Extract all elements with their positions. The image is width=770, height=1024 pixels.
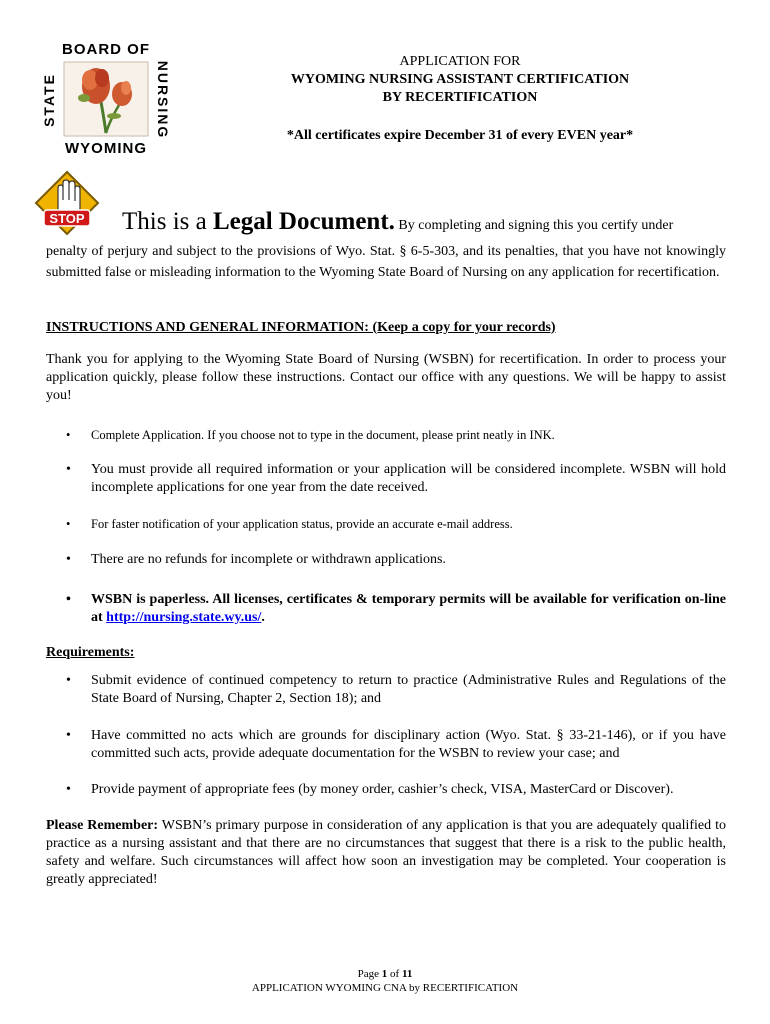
list-item: • You must provide all required information or your application will be considered incomplete. WSBN will hold incomplete applications for one year from the date received. xyxy=(66,462,726,495)
paperless-text: WSBN is paperless. All licenses, certificates & temporary permits will be available for verification on-line at xyxy=(91,592,726,625)
requirements-heading: Requirements: xyxy=(46,645,135,660)
page-number: Page 1 of 11 xyxy=(357,968,413,980)
bullet-icon: • xyxy=(66,517,71,531)
stop-sign-icon xyxy=(34,170,100,236)
list-item: • There are no refunds for incomplete or withdrawn applications. xyxy=(66,552,446,567)
bullet-icon: • xyxy=(66,592,71,607)
board-of-nursing-logo xyxy=(38,38,174,158)
footer-title: APPLICATION WYOMING CNA by RECERTIFICATION xyxy=(251,982,519,994)
instructions-heading: INSTRUCTIONS AND GENERAL INFORMATION: (Keep a copy for your records) xyxy=(46,320,556,335)
bullet-icon: • xyxy=(66,728,71,743)
document-header xyxy=(230,53,690,145)
list-item: • Complete Application. If you choose not to type in the document, please print neatly in INK. xyxy=(66,428,555,442)
logo-bottom-text: WYOMING xyxy=(65,140,147,157)
logo-top-text: BOARD OF xyxy=(62,41,150,58)
list-item: • For faster notification of your application status, provide an accurate e-mail address. xyxy=(66,517,513,531)
instructions-intro: Thank you for applying to the Wyoming State Board of Nursing (WSBN) for recertification. In order to process your application quickly, please follow these instructions. Contact our office with any questions. We will be happy to assist you! xyxy=(46,352,726,403)
nursing-website-link[interactable]: http://nursing.state.wy.us/ xyxy=(106,610,262,625)
expiration-note: *All certificates expire December 31 of every EVEN year* xyxy=(286,128,634,143)
bullet-icon: • xyxy=(66,782,71,797)
page-footer xyxy=(0,967,770,995)
list-item: • Provide payment of appropriate fees (by money order, cashier’s check, VISA, MasterCard or Discover). xyxy=(66,782,674,797)
list-item: • Have committed no acts which are grounds for disciplinary action (Wyo. Stat. § 33-21-146), or if you have committed such acts, provide adequate documentation for the WSBN to review your case; and xyxy=(66,728,726,761)
header-line-3: BY RECERTIFICATION xyxy=(382,90,538,105)
legal-statement-body: penalty of perjury and subject to the provisions of Wyo. Stat. § 6-5-303, and its penalties, that you have not knowingly submitted false or misleading information to the Wyoming State Board of Nursing on any application for recertification. xyxy=(46,244,726,280)
bullet-icon: • xyxy=(66,552,71,567)
stop-label: STOP xyxy=(49,211,85,226)
bullet-icon: • xyxy=(66,673,71,688)
legal-document-title: Legal Document. xyxy=(212,208,395,235)
header-line-2: WYOMING NURSING ASSISTANT CERTIFICATION xyxy=(290,72,630,87)
legal-statement-intro xyxy=(122,208,726,236)
logo-right-text: NURSING xyxy=(155,60,171,140)
please-remember-paragraph xyxy=(46,817,726,889)
logo-left-text: STATE xyxy=(41,73,57,127)
legal-this-is-a: This is a xyxy=(122,208,213,235)
please-remember-label: Please Remember: xyxy=(46,818,159,833)
please-remember-text: WSBN’s primary purpose in consideration of any application is that you are adequately qualified to practice as a nursing assistant and that there are no circumstances that suggest that there is a risk to the public health, safety and welfare. Such circumstances will affect how soon an investigation may be completed. Your cooperation is greatly appreciated! xyxy=(46,818,727,887)
header-line-1: APPLICATION FOR xyxy=(399,54,521,69)
bullet-icon: • xyxy=(66,462,71,477)
list-item: • Submit evidence of continued competency to return to practice (Administrative Rules and Regulations of the State Board of Nursing, Chapter 2, Section 18); and xyxy=(66,673,726,706)
list-item-paperless: • WSBN is paperless. All licenses, certificates & temporary permits will be available for verification on-line at http://nursing.state.wy.us/. xyxy=(66,592,726,625)
legal-intro-rest: By completing and signing this you certify under xyxy=(394,218,674,233)
bullet-icon: • xyxy=(66,428,71,442)
